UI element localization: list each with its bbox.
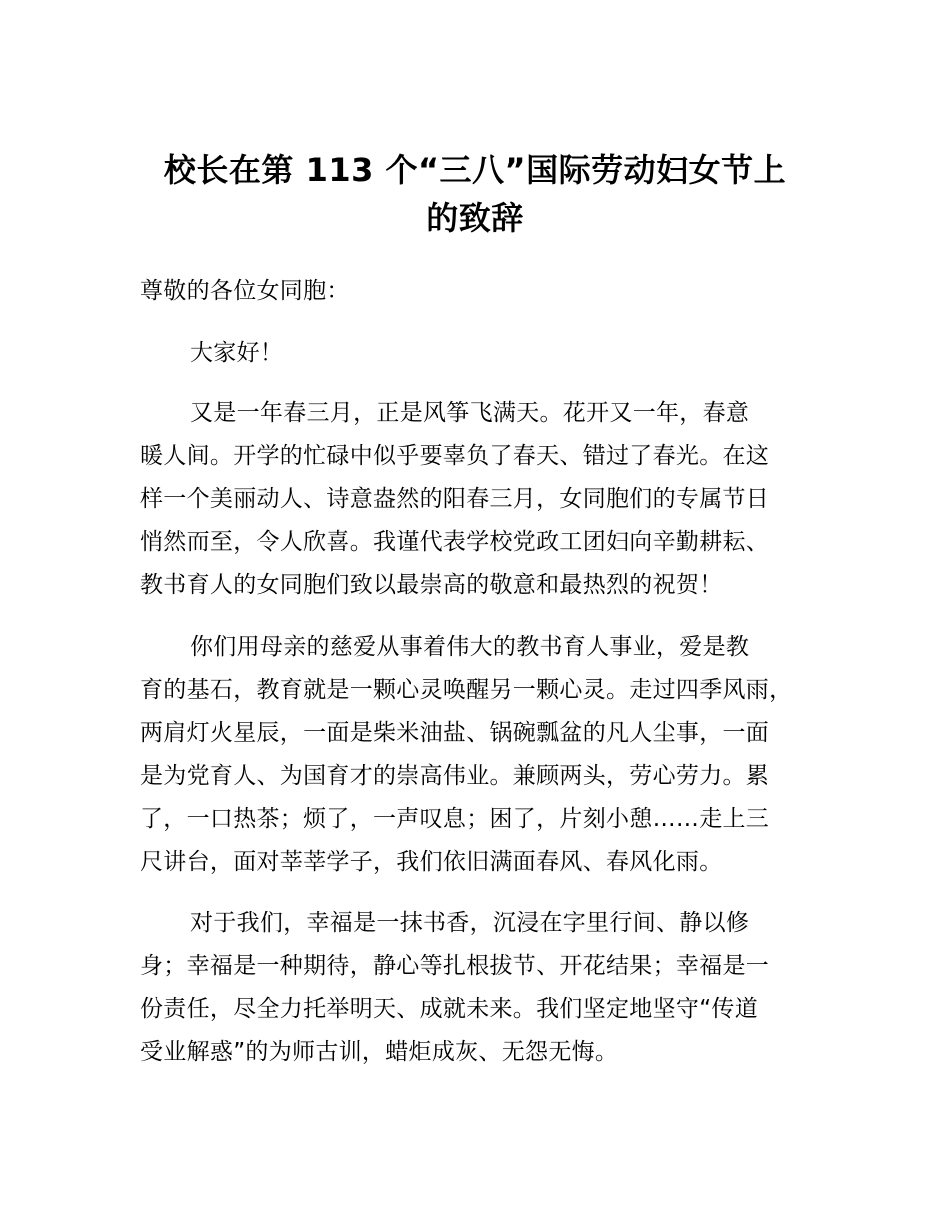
paragraph-line: 身；幸福是一种期待，静心等扎根拔节、开花结果；幸福是一 [140, 953, 770, 979]
paragraph-line: 是为党育人、为国育才的崇高伟业。兼顾两头，劳心劳力。累 [140, 763, 770, 789]
paragraph-line: 育的基石，教育就是一颗心灵唤醒另一颗心灵。走过四季风雨， [140, 677, 793, 703]
paragraph-line: 样一个美丽动人、诗意盎然的阳春三月，女同胞们的专属节日 [140, 486, 770, 512]
paragraph-line: 了，一口热茶；烦了，一声叹息；困了，片刻小憩……走上三 [140, 806, 770, 832]
title-line-2: 的致辞 [426, 199, 524, 237]
paragraph-line: 又是一年春三月，正是风筝飞满天。花开又一年，春意 [190, 400, 750, 426]
salutation: 尊敬的各位女同胞： [140, 278, 350, 304]
greeting: 大家好！ [190, 340, 284, 366]
paragraph-line: 你们用母亲的慈爱从事着伟大的教书育人事业，爱是教 [190, 634, 750, 660]
paragraph-line: 份责任，尽全力托举明天、成就未来。我们坚定地坚守“传道 [140, 996, 759, 1022]
paragraph-line: 尺讲台，面对莘莘学子，我们依旧满面春风、春风化雨。 [140, 849, 723, 875]
document-title [130, 146, 820, 242]
title-line-1: 校长在第 113 个“三八”国际劳动妇女节上 [163, 151, 787, 189]
paragraph-line: 受业解惑”的为师古训，蜡炬成灰、无怨无悔。 [140, 1039, 619, 1065]
paragraph-line: 悄然而至，令人欣喜。我谨代表学校党政工团妇向辛勤耕耘、 [140, 529, 770, 555]
paragraph-line: 教书育人的女同胞们致以最崇高的敬意和最热烈的祝贺！ [140, 572, 723, 598]
paragraph-line: 暖人间。开学的忙碌中似乎要辜负了春天、错过了春光。在这 [140, 443, 770, 469]
paragraph-line: 对于我们，幸福是一抹书香，沉浸在字里行间、静以修 [190, 910, 750, 936]
paragraph-line: 两肩灯火星辰，一面是柴米油盐、锅碗瓢盆的凡人尘事，一面 [140, 720, 770, 746]
